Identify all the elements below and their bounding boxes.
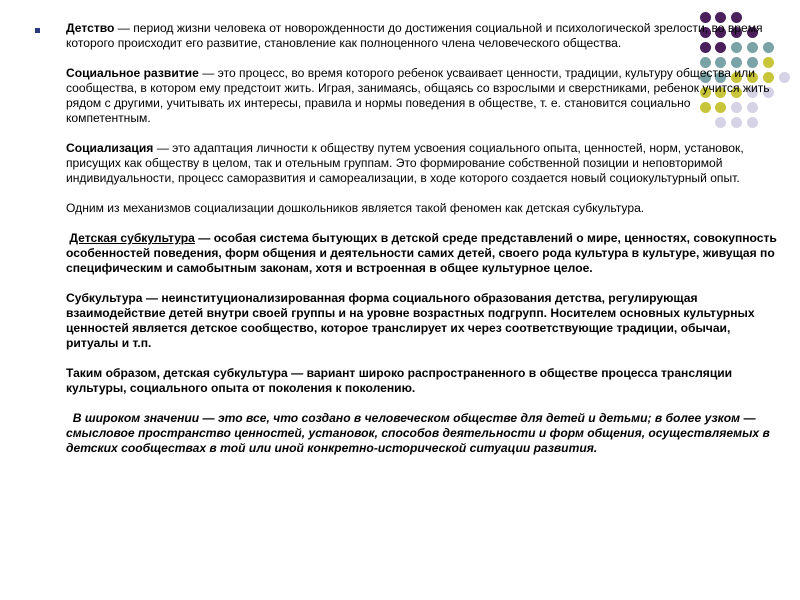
paragraph-childhood: [66, 21, 778, 51]
paragraph-broad-meaning: [66, 411, 778, 456]
definition-childhood: — период жизни человека от новорожденности до достижения социальной и психологической зрелости, во время которого происходит его развитие, становление как полноценного члена человеческого общества.: [66, 21, 763, 50]
subculture-text: Субкультура — неинституционализированная форма социального образования детства, регулирующая взаимодействие детей внутри своей группы и на уровне возрастных подгрупп. Носителем основных культурных ценностей является детское сообщество, которое транслирует их через соответствующие традиции, обычаи, ритуалы и т.п.: [66, 291, 755, 350]
term-child-subculture: Детская субкультура: [69, 231, 195, 245]
paragraph-mechanisms: [66, 201, 778, 216]
definition-socialization: — это адаптация личности к обществу путем усвоения социального опыта, ценностей, норм, установок, присущих как обществу в целом, так и отельным группам. Это формирование собственной позиции и неповторимой индивидуальности, процесс саморазвития и самореализации, в ходе которого создается новый социокультурный опыт.: [66, 141, 744, 185]
broad-meaning-text: В широком значении — это все, что создано в человеческом обществе для детей и детьми; в более узком — смысловое пространство ценностей, установок, способов деятельности и форм общения, осуществляемых в детских сообществах в той или иной конкретно-исторической ситуации развития.: [66, 411, 770, 455]
paragraph-social-development: [66, 66, 778, 126]
slide-text: [66, 21, 778, 471]
conclusion-text: Таким образом, детская субкультура — вариант широко распространенного в обществе процесса трансляции культуры, социального опыта от поколения к поколению.: [66, 366, 733, 395]
paragraph-conclusion: [66, 366, 778, 396]
term-childhood: Детство: [66, 21, 115, 35]
definition-child-subculture: — особая система бытующих в детской среде представлений о мире, ценностях, совокупность особенностей поведения, форм общения и деятельности самих детей, своего рода культура в культуре, живущая по специфическим и самобытным законам, хотя и встроенная в общее культурное целое.: [66, 231, 777, 275]
bullet-icon: [35, 28, 40, 33]
term-social-development: Социальное развитие: [66, 66, 199, 80]
decorative-dot: [779, 72, 790, 83]
definition-social-development: — это процесс, во время которого ребенок усваивает ценности, традиции, культуру общества или сообщества, в котором ему предстоит жить. Играя, занимаясь, общаясь со взрослыми и сверстниками, ребенок учится жить рядом с другими, учитывать их интересы, правила и нормы поведения в обществе, т. е. становится социально компетентным.: [66, 66, 770, 125]
term-socialization: Социализация: [66, 141, 154, 155]
paragraph-child-subculture: [66, 231, 778, 276]
paragraph-socialization: [66, 141, 778, 186]
mechanisms-text: Одним из механизмов социализации дошкольников является такой феномен как детская субкультура.: [66, 201, 645, 215]
paragraph-subculture: [66, 291, 778, 351]
